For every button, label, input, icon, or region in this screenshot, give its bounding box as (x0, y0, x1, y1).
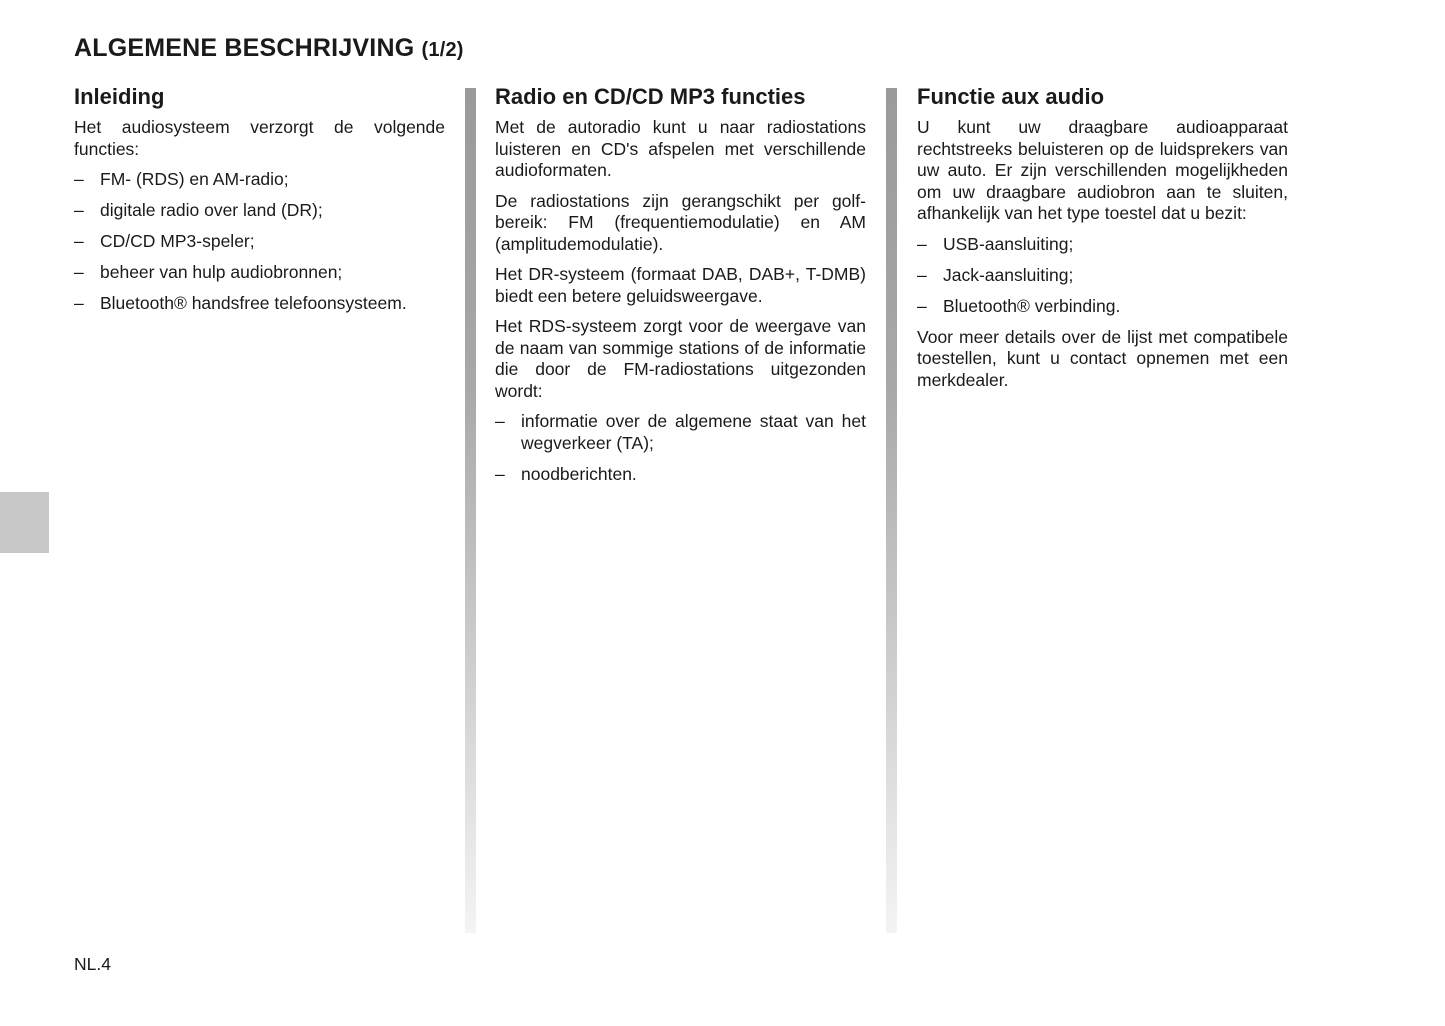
list-item (74, 231, 445, 253)
section-title: Radio en CD/CD MP3 functies (495, 84, 806, 109)
list-dash: – (917, 264, 927, 285)
list-item-text: Jack-aansluiting; (943, 264, 1074, 285)
list-item-text: FM- (RDS) en AM-radio; (100, 169, 289, 189)
list-item-text: digitale radio over land (DR); (100, 200, 323, 220)
list-dash: – (917, 233, 927, 254)
list-item-text: Bluetooth® handsfree telefoonsysteem. (100, 293, 407, 313)
list-item (495, 411, 866, 454)
list-dash: – (74, 200, 84, 220)
column-divider (886, 88, 897, 933)
section-tab (0, 492, 49, 553)
list-dash: – (495, 411, 505, 431)
list-item (74, 200, 445, 222)
section-paragraph: De radiostations zijn gerangschikt per golfbereik: FM (frequentiemodulatie) en AM (amplitudemodulatie). (495, 190, 866, 254)
section-title: Functie aux audio (917, 84, 1105, 109)
section-radio-cd (495, 82, 866, 495)
list-item (917, 234, 1288, 256)
list-item-text: USB-aansluiting; (943, 233, 1074, 254)
connection-list (917, 234, 1288, 318)
list-item (917, 296, 1288, 318)
page-title (74, 34, 464, 63)
list-item-text: Bluetooth® verbinding. (943, 295, 1121, 316)
list-item (74, 169, 445, 191)
list-item (917, 265, 1288, 287)
rds-info-list (495, 411, 866, 485)
section-aux-audio (917, 82, 1288, 400)
list-item-text: informatie over de algemene staat van het wegverkeer (TA); (521, 411, 866, 453)
section-title: Inleiding (74, 84, 165, 109)
section-paragraph: Het RDS-systeem zorgt voor de weergave van de naam van sommige stations of de informatie die door de FM-radiostations uitgezonden wordt: (495, 316, 866, 401)
page-title-suffix: (1/2) (421, 39, 464, 61)
list-item (74, 293, 445, 315)
section-intro: U kunt uw draagbare audioapparaat rechtstreeks beluisteren op de luidsprekers van uw auto. Er zijn verschillenden mogelijkheden om uw draagbare audiobron aan te sluiten, afhankelijk van het type toestel dat u bezit: (917, 117, 1288, 223)
list-item-text: beheer van hulp audiobronnen; (100, 262, 343, 282)
page-number: NL.4 (74, 954, 111, 974)
list-dash: – (74, 262, 84, 282)
section-intro: Het audiosysteem verzorgt de volgende functies: (74, 117, 445, 159)
page-title-text: ALGEMENE BESCHRIJVING (74, 34, 415, 62)
list-item-text: CD/CD MP3-speler; (100, 231, 255, 251)
section-paragraph: Het DR-systeem (formaat DAB, DAB+, T-DMB) biedt een betere geluidsweergave. (495, 264, 866, 306)
list-item (74, 262, 445, 284)
list-dash: – (74, 231, 84, 251)
section-outro: Voor meer details over de lijst met compatibele toestellen, kunt u contact opnemen met een merkdealer. (917, 326, 1288, 390)
list-item (495, 464, 866, 486)
list-dash: – (917, 295, 927, 316)
section-paragraph: Met de autoradio kunt u naar radiostations luisteren en CD's afspelen met verschillende audioformaten. (495, 117, 866, 180)
list-dash: – (495, 463, 505, 484)
list-item-text: noodberichten. (521, 463, 637, 484)
list-dash: – (74, 293, 84, 313)
list-dash: – (74, 169, 84, 189)
column-divider (465, 88, 476, 933)
section-inleiding (74, 82, 445, 324)
feature-list (74, 169, 445, 315)
